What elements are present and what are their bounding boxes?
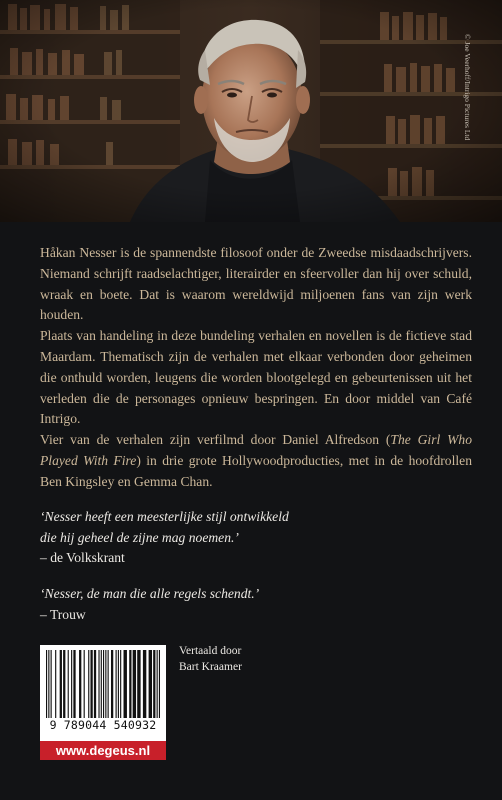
barcode-bars xyxy=(46,650,160,718)
barcode-bar xyxy=(55,650,56,718)
barcode-bar xyxy=(84,650,85,718)
quote-trouw xyxy=(40,584,259,625)
barcode-bar xyxy=(63,650,65,718)
film-title: The Girl Who Played With Fire xyxy=(40,432,473,468)
quote-source: – de Volkskrant xyxy=(40,550,125,566)
quote-text-line: ‘Nesser heeft een meesterlijke stijl ontwikkeld xyxy=(40,509,289,524)
barcode-bar xyxy=(129,650,131,718)
barcode-bar xyxy=(157,650,158,718)
blurb-paragraph-2: Plaats van handeling in deze bundeling verhalen en novellen is de fictieve stad Maardam. Thematisch zijn de verhalen met elkaar verbonden door geheimen die onthuld worden, leugens die worden blootgelegd en gebeurtenissen uit het verleden die de personages opnieuw bespringen. En door middel van Café Intrigo. xyxy=(40,328,472,427)
quote-source: – Trouw xyxy=(40,606,86,622)
barcode-bar xyxy=(101,650,102,718)
barcode-bar xyxy=(73,650,75,718)
barcode-bar xyxy=(133,650,136,718)
translator-label: Vertaald door xyxy=(179,645,242,657)
barcode-bar xyxy=(60,650,62,718)
barcode xyxy=(40,645,166,741)
publisher-url[interactable]: www.degeus.nl xyxy=(40,741,166,760)
quote-text-line: die hij geheel de zijne mag noemen.’ xyxy=(40,529,239,545)
barcode-bar xyxy=(46,650,47,718)
barcode-bar xyxy=(137,650,140,718)
quote-volkskrant xyxy=(40,507,289,569)
barcode-bar xyxy=(153,650,155,718)
barcode-bar xyxy=(116,650,117,718)
translator-name: Bart Kraamer xyxy=(179,660,242,673)
barcode-bar xyxy=(124,650,127,718)
translator-credit xyxy=(179,644,242,675)
author-photo xyxy=(0,0,502,222)
blurb-p3-before: Vier van de verhalen zijn verfilmd door Daniel Alfredson ( xyxy=(40,432,391,448)
barcode-bar xyxy=(120,650,121,718)
barcode-bar xyxy=(88,650,89,718)
barcode-bar xyxy=(79,650,81,718)
barcode-bar xyxy=(118,650,119,718)
barcode-bar xyxy=(108,650,109,718)
barcode-bar xyxy=(71,650,72,718)
barcode-bar xyxy=(105,650,106,718)
barcode-bar xyxy=(94,650,96,718)
barcode-bar xyxy=(103,650,104,718)
blurb-paragraph-1: Håkan Nesser is de spannendste filosoof onder de Zweedse misdaadschrijvers. Niemand schrijft raadselachtiger, literairder en sfeervoller dan hij over schuld, wraak en boete. Dat is waarom wereldwijd miljoenen fans van zijn werk houden. xyxy=(40,245,472,323)
blurb-p3-after: ) in drie grote Hollywoodproducties, met in de hoofdrollen Ben Kingsley en Gemma Chan. xyxy=(40,452,472,489)
barcode-bar xyxy=(90,650,92,718)
blurb-paragraph-3 xyxy=(40,430,472,492)
isbn-number: 9 789044 540932 xyxy=(49,718,157,732)
barcode-bar xyxy=(143,650,146,718)
quote-text-line: ‘Nesser, de man die alle regels schendt.’ xyxy=(40,586,260,601)
barcode-bar xyxy=(159,650,160,718)
barcode-bar xyxy=(111,650,113,718)
barcode-bar xyxy=(68,650,69,718)
blurb xyxy=(40,243,472,493)
barcode-bar xyxy=(48,650,49,718)
barcode-bar xyxy=(51,650,52,718)
photo-credit: © Joe Veerhoff/Intrigo Pictures Ltd xyxy=(463,34,472,141)
author-photo-illustration xyxy=(0,0,502,222)
barcode-bar xyxy=(98,650,99,718)
barcode-bar xyxy=(149,650,152,718)
